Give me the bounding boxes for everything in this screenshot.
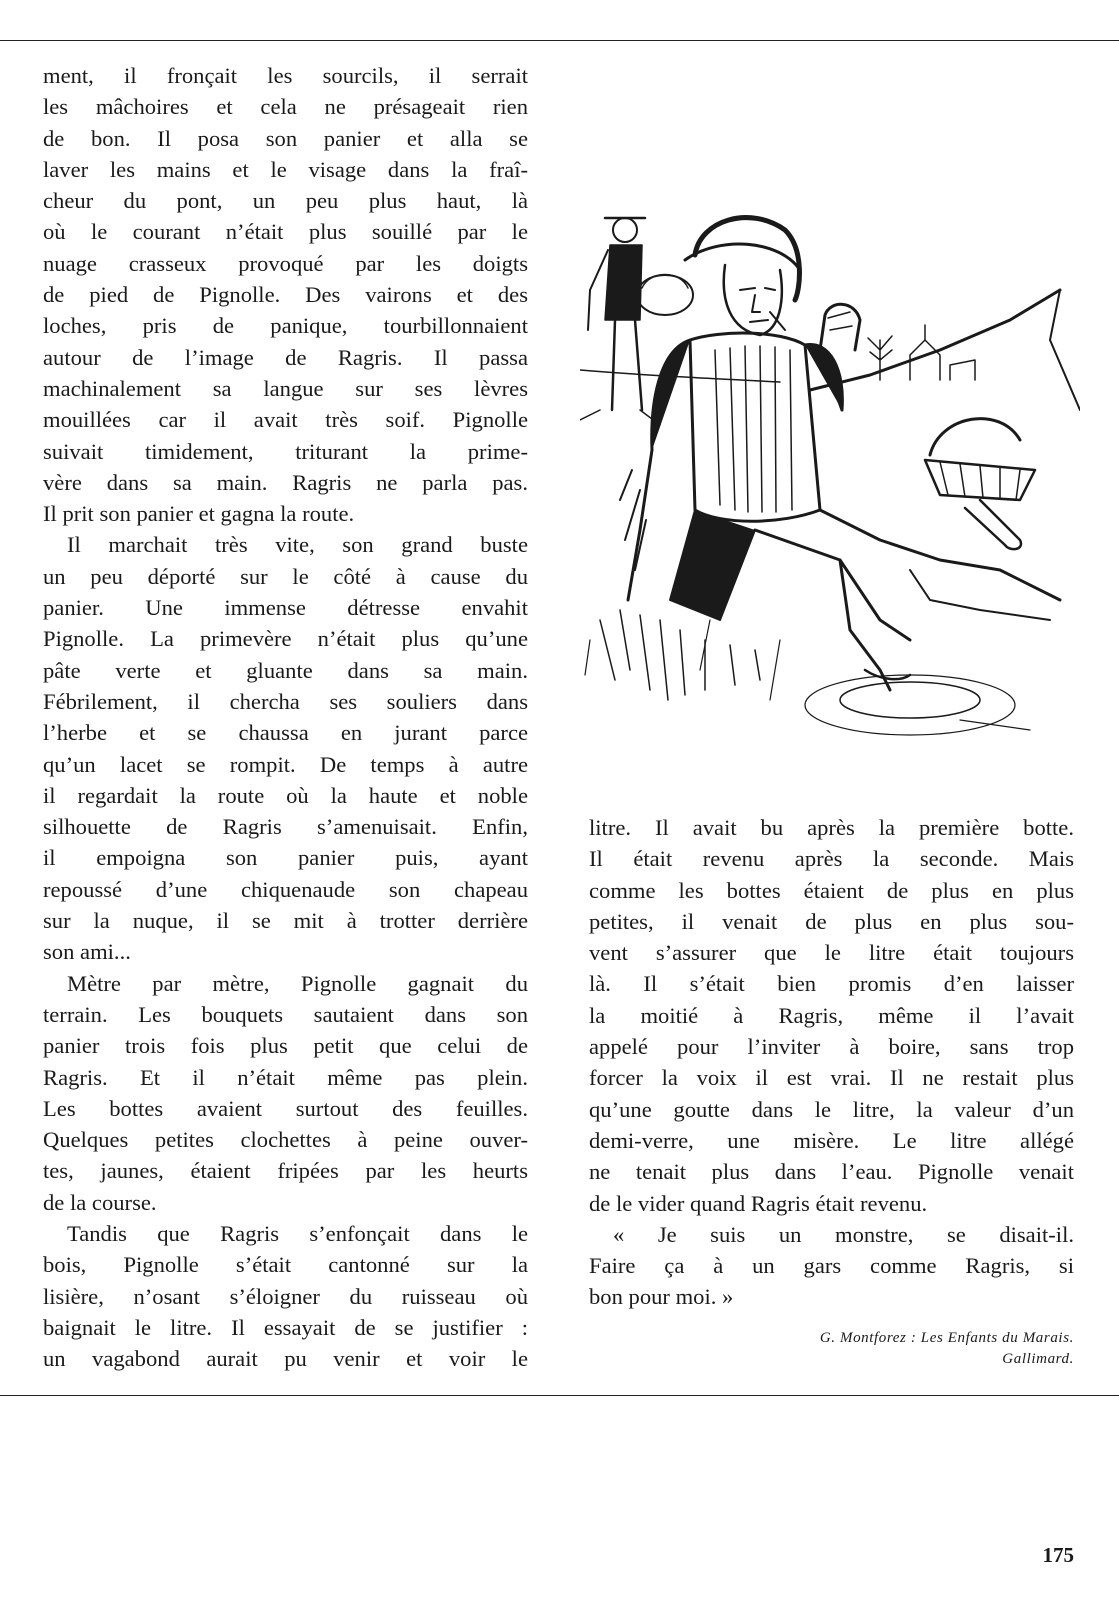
text-line: de la course.	[43, 1189, 157, 1215]
text-line: Il marchait très vite, son grand buste	[67, 532, 528, 558]
ink-illustration	[580, 200, 1080, 760]
right-text-column	[589, 812, 1074, 1313]
text-line: litre. Il avait bu après la première botte.	[589, 815, 1074, 840]
text-line: de bon. Il posa son panier et alla se	[43, 125, 528, 151]
text-line: suivait timidement, triturant la prime-	[43, 438, 528, 464]
text-line: loches, pris de panique, tourbillonnaient	[43, 313, 528, 339]
text-line: nuage crasseux provoqué par les doigts	[43, 250, 528, 276]
text-line: où le courant n’était plus souillé par le	[43, 219, 528, 245]
text-line: un vagabond aurait pu venir et voir le	[43, 1346, 528, 1372]
text-line: vère dans sa main. Ragris ne parla pas.	[43, 469, 528, 495]
text-line: sur la nuque, il se mit à trotter derrière	[43, 908, 528, 934]
text-line: terrain. Les bouquets sautaient dans son	[43, 1001, 528, 1027]
text-line: Pignolle. La primevère n’était plus qu’une	[43, 626, 528, 652]
text-line: silhouette de Ragris s’amenuisait. Enfin,	[43, 814, 528, 840]
text-line: Les bottes avaient surtout des feuilles.	[43, 1095, 528, 1121]
text-line: ment, il fronçait les sourcils, il serrait	[43, 63, 528, 88]
left-text-column	[43, 60, 528, 1374]
text-line: lisière, n’osant s’éloigner du ruisseau où	[43, 1283, 528, 1309]
text-line: qu’un lacet se rompit. De temps à autre	[43, 751, 528, 777]
top-rule	[0, 40, 1119, 41]
text-line: appelé pour l’inviter à boire, sans trop	[589, 1034, 1074, 1060]
source-credit	[820, 1328, 1074, 1370]
text-line: pâte verte et gluante dans sa main.	[43, 657, 528, 683]
text-line: comme les bottes étaient de plus en plus	[589, 877, 1074, 903]
text-line: les mâchoires et cela ne présageait rien	[43, 94, 528, 120]
text-line: ne tenait plus dans l’eau. Pignolle venait	[589, 1159, 1074, 1185]
text-line: petites, il venait de plus en plus sou-	[589, 908, 1074, 934]
text-line: de pied de Pignolle. Des vairons et des	[43, 282, 528, 308]
text-line: laver les mains et le visage dans la fraî-	[43, 156, 528, 182]
text-line: panier. Une immense détresse envahit	[43, 595, 528, 621]
text-line: de le vider quand Ragris était revenu.	[589, 1190, 928, 1216]
text-line: il empoigna son panier puis, ayant	[43, 845, 528, 871]
text-line: bois, Pignolle s’était cantonné sur la	[43, 1252, 528, 1278]
text-line: Fébrilement, il chercha ses souliers dans	[43, 688, 528, 714]
text-line: tes, jaunes, étaient fripées par les heurts	[43, 1158, 528, 1184]
text-line: demi-verre, une misère. Le litre allégé	[589, 1127, 1074, 1153]
text-line: vent s’assurer que le litre était toujours	[589, 940, 1074, 966]
text-line: « Je suis un monstre, se disait-il.	[613, 1221, 1074, 1247]
text-line: autour de l’image de Ragris. Il passa	[43, 344, 528, 370]
credit-publisher: Gallimard.	[1002, 1351, 1074, 1367]
text-line: baignait le litre. Il essayait de se justifier :	[43, 1314, 528, 1340]
text-line: il regardait la route où la haute et noble	[43, 782, 528, 808]
text-line: machinalement sa langue sur ses lèvres	[43, 375, 528, 401]
text-line: repoussé d’une chiquenaude son chapeau	[43, 876, 528, 902]
text-line: forcer la voix il est vrai. Il ne restait plus	[589, 1065, 1074, 1091]
text-line: là. Il s’était bien promis d’en laisser	[589, 971, 1074, 997]
text-line: son ami...	[43, 939, 131, 965]
text-line: Faire ça à un gars comme Ragris, si	[589, 1253, 1074, 1279]
text-line: Tandis que Ragris s’enfonçait dans le	[67, 1220, 528, 1246]
page-number: 175	[1042, 1543, 1074, 1567]
bottom-rule	[0, 1395, 1119, 1396]
text-line: Mètre par mètre, Pignolle gagnait du	[67, 970, 528, 996]
text-line: bon pour moi. »	[589, 1284, 734, 1310]
text-line: Il était revenu après la seconde. Mais	[589, 846, 1074, 872]
text-line: la moitié à Ragris, même il l’avait	[589, 1002, 1074, 1028]
credit-author-title: G. Montforez : Les Enfants du Marais.	[819, 1330, 1074, 1346]
text-line: qu’une goutte dans le litre, la valeur d’un	[589, 1096, 1074, 1122]
text-line: mouillées car il avait très soif. Pignolle	[43, 407, 528, 433]
text-line: panier trois fois plus petit que celui de	[43, 1033, 528, 1059]
text-line: Ragris. Et il n’était même pas plein.	[43, 1064, 528, 1090]
text-line: un peu déporté sur le côté à cause du	[43, 563, 528, 589]
text-line: l’herbe et se chaussa en jurant parce	[43, 720, 528, 746]
text-line: Quelques petites clochettes à peine ouver-	[43, 1127, 528, 1153]
text-line: Il prit son panier et gagna la route.	[43, 501, 355, 527]
text-line: cheur du pont, un peu plus haut, là	[43, 188, 528, 214]
